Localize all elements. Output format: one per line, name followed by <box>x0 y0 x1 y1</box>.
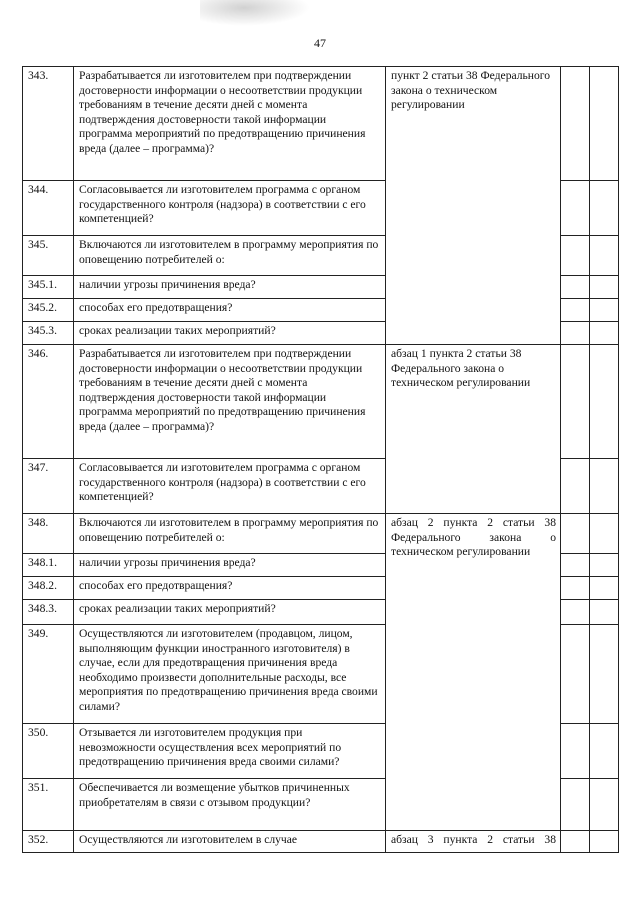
item-number: 352. <box>23 831 74 853</box>
legal-reference <box>386 514 561 831</box>
question-text: Осуществляются ли изготовителем (продавцом, лицом, выполняющим функции иностранного изготовителя) в случае, если для предотвращения причинения вреда необходимо произвести дополнительные расходы, все мероприятия по предотвращению причинения вреда своими силами? <box>74 625 386 724</box>
answer-cell <box>590 67 619 181</box>
item-number: 345. <box>23 236 74 276</box>
reference-line: абзац 3 пункта 2 статьи 38 <box>391 833 556 846</box>
item-number: 345.3. <box>23 322 74 345</box>
item-number: 347. <box>23 459 74 514</box>
answer-cell <box>590 577 619 600</box>
question-text: наличии угрозы причинения вреда? <box>74 554 386 577</box>
checklist-table <box>22 66 619 853</box>
answer-cell <box>590 625 619 724</box>
answer-cell <box>590 600 619 625</box>
question-text: Разрабатывается ли изготовителем при подтверждении достоверности информации о несоответствии продукции требованиям в течение десяти дней с момента подтверждения достоверности такой информации программа мероприятий по предотвращению причинения вреда (далее – программа)? <box>74 67 386 181</box>
answer-cell <box>590 236 619 276</box>
item-number: 345.1. <box>23 276 74 299</box>
answer-cell <box>590 322 619 345</box>
question-text: наличии угрозы причинения вреда? <box>74 276 386 299</box>
answer-cell <box>561 345 590 459</box>
answer-cell <box>561 724 590 779</box>
item-number: 350. <box>23 724 74 779</box>
item-number: 348.2. <box>23 577 74 600</box>
question-text: Разрабатывается ли изготовителем при подтверждении достоверности информации о несоответствии продукции требованиям в течение десяти дней с момента подтверждения достоверности такой информации программа мероприятий по предотвращению причинения вреда (далее – программа)? <box>74 345 386 459</box>
question-text: сроках реализации таких мероприятий? <box>74 322 386 345</box>
answer-cell <box>590 554 619 577</box>
answer-cell <box>590 831 619 853</box>
question-text: способах его предотвращения? <box>74 577 386 600</box>
item-number: 345.2. <box>23 299 74 322</box>
question-text: сроках реализации таких мероприятий? <box>74 600 386 625</box>
table-row <box>23 831 619 853</box>
answer-cell <box>590 276 619 299</box>
legal-reference: пункт 2 статьи 38 Федерального закона о техническом регулировании <box>386 67 561 345</box>
answer-cell <box>561 514 590 554</box>
page-number: 47 <box>314 36 326 50</box>
answer-cell <box>561 67 590 181</box>
item-number: 349. <box>23 625 74 724</box>
item-number: 348.3. <box>23 600 74 625</box>
answer-cell <box>590 181 619 236</box>
item-number: 346. <box>23 345 74 459</box>
item-number: 344. <box>23 181 74 236</box>
question-text: способах его предотвращения? <box>74 299 386 322</box>
question-text: Отзывается ли изготовителем продукция при невозможности осуществления всех мероприятий по предотвращению причинения вреда своими силами? <box>74 724 386 779</box>
question-text: Обеспечивается ли возмещение убытков причиненных приобретателям в связи с отзывом продукции? <box>74 779 386 831</box>
answer-cell <box>561 181 590 236</box>
answer-cell <box>590 779 619 831</box>
answer-cell <box>561 276 590 299</box>
question-text: Осуществляются ли изготовителем в случае <box>74 831 386 853</box>
answer-cell <box>561 600 590 625</box>
legal-reference: абзац 1 пункта 2 статьи 38 Федерального закона о техническом регулировании <box>386 345 561 514</box>
question-text: Включаются ли изготовителем в программу мероприятия по оповещению потребителей о: <box>74 236 386 276</box>
reference-line: Федерального закона о <box>391 530 556 544</box>
table-row <box>23 67 619 181</box>
scan-artifact <box>200 0 310 26</box>
answer-cell <box>590 345 619 459</box>
answer-cell <box>590 459 619 514</box>
answer-cell <box>590 299 619 322</box>
table-row <box>23 514 619 554</box>
answer-cell <box>590 514 619 554</box>
reference-line: абзац 2 пункта 2 статьи 38 <box>391 516 556 529</box>
legal-reference <box>386 831 561 853</box>
question-text: Согласовывается ли изготовителем программа с органом государственного контроля (надзора) в соответствии с его компетенцией? <box>74 181 386 236</box>
answer-cell <box>590 724 619 779</box>
question-text: Включаются ли изготовителем в программу мероприятия по оповещению потребителей о: <box>74 514 386 554</box>
answer-cell <box>561 236 590 276</box>
answer-cell <box>561 554 590 577</box>
answer-cell <box>561 625 590 724</box>
item-number: 351. <box>23 779 74 831</box>
answer-cell <box>561 299 590 322</box>
answer-cell <box>561 322 590 345</box>
answer-cell <box>561 779 590 831</box>
item-number: 343. <box>23 67 74 181</box>
reference-line: техническом регулировании <box>391 545 531 559</box>
table-row <box>23 345 619 459</box>
answer-cell <box>561 831 590 853</box>
answer-cell <box>561 459 590 514</box>
item-number: 348.1. <box>23 554 74 577</box>
item-number: 348. <box>23 514 74 554</box>
answer-cell <box>561 577 590 600</box>
question-text: Согласовывается ли изготовителем программа с органом государственного контроля (надзора) в соответствии с его компетенцией? <box>74 459 386 514</box>
